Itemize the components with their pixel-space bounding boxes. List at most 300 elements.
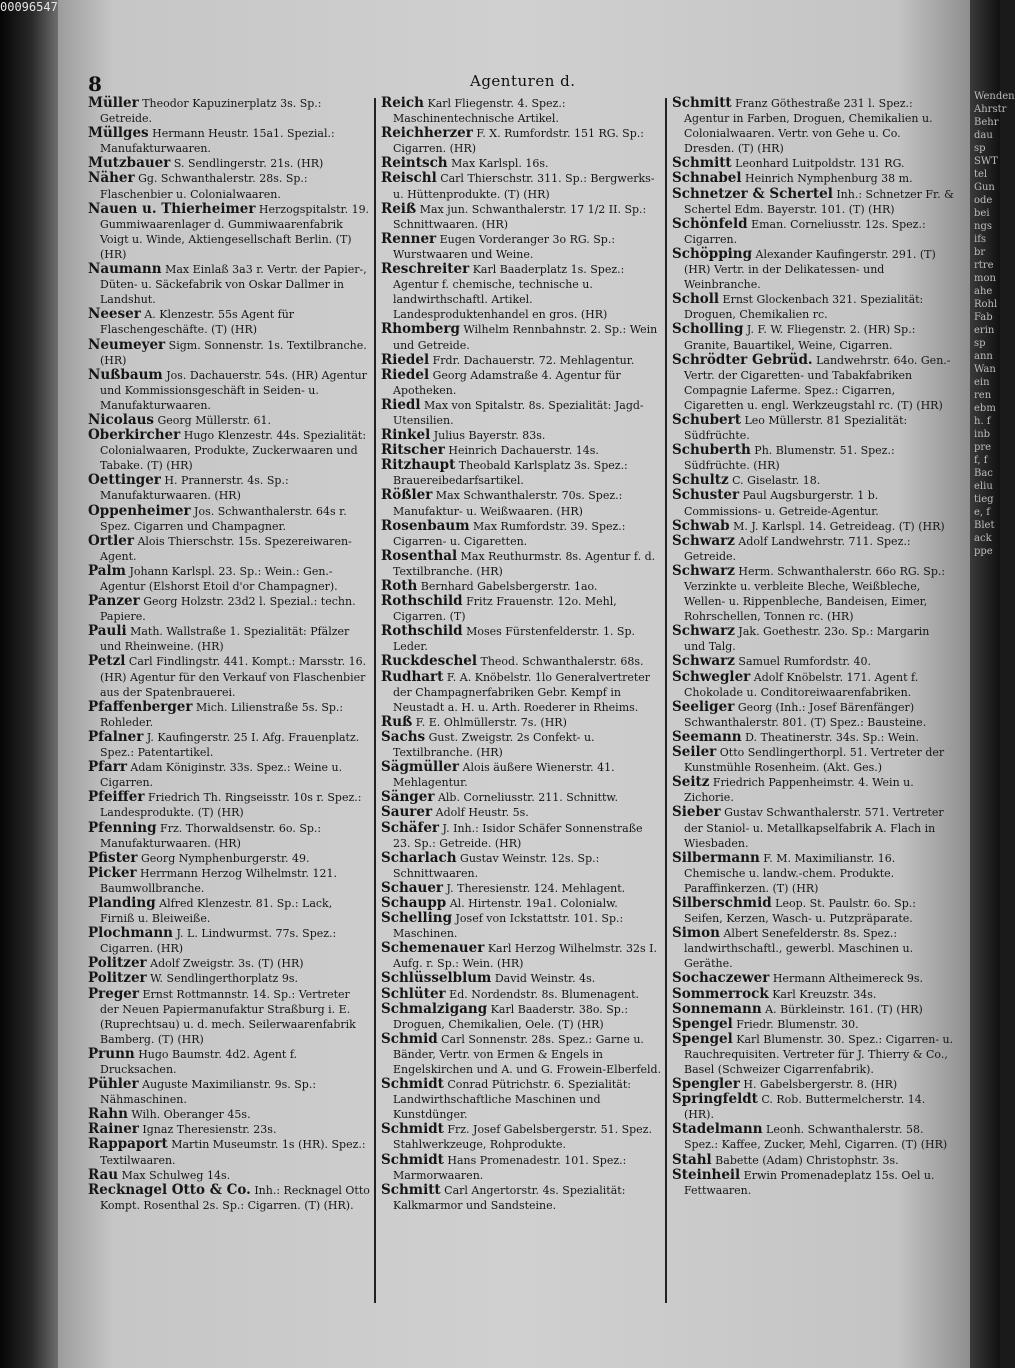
directory-entry <box>88 473 370 503</box>
entry-name: Renner <box>381 230 437 247</box>
entry-text: Karl Kreuzstr. 34s. <box>768 987 877 1001</box>
entry-name: Reischl <box>381 170 437 187</box>
entry-name: Schwarz <box>672 562 735 579</box>
entry-name: Schaupp <box>381 894 447 911</box>
facing-page-fragment: inb <box>974 429 991 440</box>
entry-name: Riedel <box>381 351 430 368</box>
directory-entry <box>381 805 663 820</box>
entry-text: J. L. Lindwurmst. 77s. Spez.: Cigarren. (HR) <box>100 927 337 956</box>
entry-name: Schmitt <box>672 155 732 172</box>
entry-text: Alois äußere Wienerstr. 41. Mehlagentur. <box>393 761 615 790</box>
directory-entry <box>88 700 370 730</box>
directory-entry <box>381 971 663 986</box>
directory-entry <box>672 805 954 850</box>
entry-name: Rhomberg <box>381 321 460 338</box>
book-spine <box>0 0 58 1368</box>
entry-text: Carl Angertorstr. 4s. Spezialität: Kalkmarmor und Sandsteine. <box>393 1183 626 1212</box>
entry-text: Jos. Dachauerstr. 54s. (HR) Agentur und Kommissionsgeschäft in Seiden- u. Manufakturwaaren. <box>100 368 367 412</box>
facing-page-fragment: bei <box>974 208 990 219</box>
directory-entry <box>381 851 663 881</box>
directory-entry <box>672 775 954 805</box>
entry-text: Herzogspitalstr. 19. Gummiwaarenlager d. Gummiwaarenfabrik Voigt u. Winde, Aktiengesellschaft Berlin. (T) (HR) <box>100 202 370 261</box>
directory-entry <box>381 1153 663 1183</box>
column-rule <box>665 98 667 1303</box>
entry-name: Reiß <box>381 200 417 217</box>
facing-page-fragment: ode <box>974 195 993 206</box>
directory-entry <box>672 292 954 322</box>
entry-text: Herrmann Herzog Wilhelmstr. 121. Baumwollbranche. <box>100 866 337 895</box>
entry-name: Ritscher <box>381 442 445 459</box>
column-3 <box>672 96 954 1198</box>
entry-text: Eugen Vorderanger 3o RG. Sp.: Wurstwaaren und Weine. <box>393 232 616 261</box>
entry-text: Frz. Josef Gabelsbergerstr. 51. Spez. Stahlwerkzeuge, Rohprodukte. <box>393 1123 652 1152</box>
directory-entry <box>381 1002 663 1032</box>
facing-page-fragment: Wan <box>974 364 996 375</box>
entry-name: Pfarr <box>88 759 127 776</box>
directory-entry <box>672 624 954 654</box>
entry-text: A. Klenzestr. 55s Agent für Flaschengeschäfte. (T) (HR) <box>100 308 295 337</box>
entry-name: Saurer <box>381 804 433 821</box>
entry-text: Max Reuthurmstr. 8s. Agentur f. d. Textilbranche. (HR) <box>393 549 656 578</box>
directory-entry <box>672 187 954 217</box>
entry-name: Seitz <box>672 774 710 791</box>
entry-text: Wilhelm Rennbahnstr. 2. Sp.: Wein und Getreide. <box>393 323 658 352</box>
entry-text: Georg (Inh.: Josef Bärenfänger) Schwanthalerstr. 801. (T) Spez.: Bausteine. <box>684 700 927 729</box>
directory-entry <box>672 926 954 971</box>
directory-entry <box>88 1183 370 1213</box>
facing-page-fragment: Blet <box>974 520 995 531</box>
directory-entry <box>672 670 954 700</box>
entry-text: W. Sendlingerthorplatz 9s. <box>146 972 298 986</box>
facing-page-fragment: sp <box>974 143 986 154</box>
entry-name: Schöpping <box>672 245 753 262</box>
entry-name: Rothschild <box>381 593 463 610</box>
entry-name: Schrödter Gebrüd. <box>672 351 813 368</box>
directory-entry <box>672 171 954 186</box>
entry-name: Schwarz <box>672 623 735 640</box>
entry-name: Naumann <box>88 261 162 278</box>
entry-name: Stahl <box>672 1151 712 1168</box>
entry-text: Hugo Klenzestr. 44s. Spezialität: Colonialwaaren, Produkte, Zuckerwaaren und Tabake. (T) (HR) <box>100 429 367 473</box>
entry-name: Sieber <box>672 804 721 821</box>
entry-name: Springfeldt <box>672 1091 758 1108</box>
directory-entry <box>88 96 370 126</box>
directory-entry <box>672 564 954 624</box>
entry-name: Schwarz <box>672 532 735 549</box>
entry-name: Reich <box>381 95 424 111</box>
entry-text: H. Prannerstr. 4s. Sp.: Manufakturwaaren. (HR) <box>100 474 289 503</box>
entry-name: Mutzbauer <box>88 155 171 172</box>
facing-page-text <box>970 0 1015 558</box>
directory-entry <box>88 790 370 820</box>
entry-name: Müller <box>88 95 139 111</box>
entry-name: Schmalzigang <box>381 1000 488 1017</box>
directory-entry <box>88 956 370 971</box>
directory-entry <box>381 488 663 518</box>
entry-text: Auguste Maximilianstr. 9s. Sp.: Nähmaschinen. <box>100 1078 317 1107</box>
entry-text: Alfred Klenzestr. 81. Sp.: Lack, Firniß u. Bleiweiße. <box>100 896 333 926</box>
directory-entry <box>88 413 370 428</box>
entry-text: Moses Fürstenfelderstr. 1. Sp. Leder. <box>393 625 636 654</box>
entry-text: J. F. W. Fliegenstr. 2. (HR) Sp.: Granite, Bauartikel, Weine, Cigarren. <box>684 323 916 352</box>
directory-entry <box>672 987 954 1002</box>
entry-text: Math. Wallstraße 1. Spezialität: Pfälzer und Rheinweine. (HR) <box>100 625 350 654</box>
entry-text: Leo Müllerstr. 81 Spezialität: Südfrüchte. <box>684 413 908 443</box>
entry-name: Pfeiffer <box>88 789 145 806</box>
entry-text: Ernst Rottmannstr. 14. Sp.: Vertreter der Neuen Papiermanufaktur Straßburg i. E. (Ruprechtsau) u. d. mech. Seilerwaarenfabrik Bamberg. (T) (HR) <box>100 987 356 1046</box>
entry-text: Gustav Weinstr. 12s. Sp.: Schnittwaaren. <box>393 851 600 880</box>
entry-text: Adolf Landwehrstr. 711. Spez.: Getreide. <box>684 534 911 563</box>
directory-entry <box>88 564 370 594</box>
directory-entry <box>88 534 370 564</box>
entry-name: Schwab <box>672 517 730 534</box>
entry-name: Schmid <box>381 1030 438 1047</box>
directory-entry <box>88 202 370 262</box>
entry-text: Heinrich Dachauerstr. 14s. <box>444 444 599 458</box>
facing-page-fragment: Rohl <box>974 299 998 310</box>
entry-name: Stadelmann <box>672 1121 763 1138</box>
entry-text: Karl Fliegenstr. 4. Spez.: Maschinentechnische Artikel. <box>393 97 566 126</box>
entry-text: Georg Nymphenburgerstr. 49. <box>137 851 310 865</box>
directory-entry <box>672 96 954 156</box>
entry-text: Max Schwanthalerstr. 70s. Spez.: Manufaktur- u. Weißwaaren. (HR) <box>393 489 623 518</box>
directory-entry <box>381 896 663 911</box>
entry-text: F. X. Rumfordstr. 151 RG. Sp.: Cigarren. (HR) <box>393 127 644 156</box>
entry-text: Hermann Altheimereck 9s. <box>769 972 924 986</box>
entry-text: Ed. Nordendstr. 8s. Blumenagent. <box>445 987 639 1001</box>
directory-entry <box>88 730 370 760</box>
facing-page-edge <box>970 0 1015 1368</box>
entry-text: Max jun. Schwanthalerstr. 17 1/2 II. Sp.: Schnittwaaren. (HR) <box>393 202 647 231</box>
entry-text: Eman. Corneliusstr. 12s. Spez.: Cigarren. <box>684 217 926 246</box>
directory-entry <box>381 821 663 851</box>
entry-text: Heinrich Nymphenburg 38 m. <box>741 172 913 186</box>
directory-entry <box>381 262 663 322</box>
entry-name: Silbermann <box>672 849 760 866</box>
directory-entry <box>672 1122 954 1152</box>
entry-text: Friedr. Blumenstr. 30. <box>732 1017 859 1031</box>
entry-name: Pfister <box>88 849 138 866</box>
directory-entry <box>381 881 663 896</box>
entry-name: Recknagel Otto & Co. <box>88 1181 251 1198</box>
facing-page-fragment: dau <box>974 130 993 141</box>
directory-entry <box>381 398 663 428</box>
entry-text: Max Schulweg 14s. <box>118 1168 231 1182</box>
directory-entry <box>88 1047 370 1077</box>
directory-entry <box>672 488 954 518</box>
entry-text: Franz Göthestraße 231 l. Spez.: Agentur in Farben, Droguen, Chemikalien u. Colonialwaaren. Vertr. von Gehe u. Co. Dresden. (T) (HR) <box>684 97 933 156</box>
directory-entry <box>672 322 954 352</box>
entry-name: Palm <box>88 562 126 579</box>
entry-name: Sänger <box>381 789 435 806</box>
entry-name: Schubert <box>672 411 741 428</box>
directory-entry <box>88 1122 370 1137</box>
directory-entry <box>672 1092 954 1122</box>
entry-name: Schuberth <box>672 442 751 459</box>
entry-name: Rößler <box>381 487 433 504</box>
directory-entry <box>381 1077 663 1122</box>
facing-page-fragment: Wenden <box>974 91 1015 102</box>
entry-text: Gg. Schwanthalerstr. 28s. Sp.: Flaschenbier u. Colonialwaaren. <box>100 172 308 201</box>
directory-entry <box>672 1002 954 1017</box>
entry-text: Frdr. Dachauerstr. 72. Mehlagentur. <box>429 353 635 367</box>
entry-name: Rahn <box>88 1106 128 1123</box>
entry-text: Ernst Glockenbach 321. Spezialität: Droguen, Chemikalien rc. <box>684 293 924 322</box>
entry-name: Preger <box>88 985 139 1002</box>
facing-page-fragment: h. f <box>974 416 991 427</box>
entry-name: Pauli <box>88 623 127 640</box>
entry-text: J. Inh.: Isidor Schäfer Sonnenstraße 23. Sp.: Getreide. (HR) <box>393 821 643 850</box>
directory-entry <box>88 624 370 654</box>
entry-text: Theobald Karlsplatz 3s. Spez.: Brauereibedarfsartikel. <box>393 459 628 488</box>
entry-text: Leonhard Luitpoldstr. 131 RG. <box>731 157 905 171</box>
entry-text: Theod. Schwanthalerstr. 68s. <box>477 655 644 669</box>
entry-name: Schmidt <box>381 1151 444 1168</box>
entry-name: Riedel <box>381 366 430 383</box>
entry-text: A. Bürkleinstr. 161. (T) (HR) <box>761 1002 923 1016</box>
entry-text: Max von Spitalstr. 8s. Spezialität: Jagd-Utensilien. <box>393 398 644 427</box>
scan-id: 00096547 <box>0 0 58 14</box>
directory-entry <box>672 1168 954 1198</box>
entry-name: Sonnemann <box>672 1000 762 1017</box>
entry-name: Scholl <box>672 291 720 308</box>
directory-entry <box>88 428 370 473</box>
directory-entry <box>381 670 663 715</box>
directory-entry <box>672 473 954 488</box>
entry-text: Leop. St. Paulstr. 6o. Sp.: Seifen, Kerzen, Wasch- u. Putzpräparate. <box>684 896 916 926</box>
directory-entry <box>381 654 663 669</box>
entry-name: Ortler <box>88 532 134 549</box>
entry-name: Pfaffenberger <box>88 698 193 715</box>
entry-text: Carl Sonnenstr. 28s. Spez.: Garne u. Bänder, Vertr. von Ermen & Engels in Engelskirchen und A. und G. Frowein-Elberfeld. <box>393 1032 662 1076</box>
entry-text: Friedrich Pappenheimstr. 4. Wein u. Zichorie. <box>684 776 914 805</box>
directory-entry <box>88 654 370 699</box>
directory-entry <box>88 307 370 337</box>
entry-text: Carl Thierschstr. 311. Sp.: Bergwerks- u. Hüttenprodukte. (T) (HR) <box>393 172 655 201</box>
entry-name: Seeliger <box>672 698 735 715</box>
column-2 <box>381 96 663 1213</box>
entry-text: Babette (Adam) Christophstr. 3s. <box>711 1153 899 1167</box>
facing-page-fragment: ifs <box>974 234 987 245</box>
entry-name: Pfenning <box>88 819 157 836</box>
entry-name: Planding <box>88 894 156 911</box>
entry-text: Hans Promenadestr. 101. Spez.: Marmorwaaren. <box>393 1153 627 1182</box>
directory-entry <box>88 1168 370 1183</box>
entry-name: Politzer <box>88 955 147 972</box>
entry-name: Scholling <box>672 321 744 338</box>
directory-entry <box>381 322 663 352</box>
entry-text: J. Kaufingerstr. 25 I. Afg. Frauenplatz. Spez.: Patentartikel. <box>100 730 360 760</box>
directory-entry <box>88 126 370 156</box>
entry-name: Schultz <box>672 472 729 489</box>
directory-entry <box>672 730 954 745</box>
entry-text: Johann Karlspl. 23. Sp.: Wein.: Gen.-Agentur (Elshorst Etoil d'or Champagner). <box>100 564 338 593</box>
entry-text: Georg Müllerstr. 61. <box>153 413 271 427</box>
directory-entry <box>88 821 370 851</box>
entry-text: F. A. Knöbelstr. 1lo Generalvertreter der Champagnerfabriken Gebr. Kempf in Neustadt a. H. u. Arth. Roederer in Rheims. <box>393 670 651 714</box>
entry-text: Ph. Blumenstr. 51. Spez.: Südfrüchte. (HR) <box>684 444 895 473</box>
entry-name: Roth <box>381 578 418 594</box>
entry-name: Spengel <box>672 1030 733 1047</box>
running-head: Agenturen d. <box>470 72 576 90</box>
directory-entry <box>381 156 663 171</box>
directory-entry <box>381 579 663 594</box>
entry-text: F. M. Maximilianstr. 16. Chemische u. landw.-chem. Produkte. Paraffinkerzen. (T) (HR) <box>684 851 896 895</box>
column-rule <box>374 98 376 1303</box>
directory-entry <box>672 896 954 926</box>
facing-page-fragment: Bac <box>974 468 993 479</box>
directory-entry <box>672 1017 954 1032</box>
entry-name: Rainer <box>88 1121 139 1138</box>
entry-text: Adolf Heustr. 5s. <box>432 806 529 820</box>
entry-text: Gustav Schwanthalerstr. 571. Vertreter der Staniol- u. Metallkapselfabrik A. Flach in Wiesbaden. <box>684 806 944 850</box>
facing-page-fragment: erin <box>974 325 995 336</box>
entry-name: Sommerrock <box>672 985 769 1002</box>
entry-text: Samuel Rumfordstr. 40. <box>734 655 871 669</box>
directory-entry <box>88 926 370 956</box>
directory-entry <box>88 368 370 413</box>
entry-name: Pühler <box>88 1076 139 1093</box>
directory-entry <box>381 911 663 941</box>
entry-name: Seemann <box>672 728 742 745</box>
entry-name: Seiler <box>672 744 717 761</box>
directory-entry <box>381 443 663 458</box>
directory-entry <box>381 171 663 201</box>
directory-entry <box>672 971 954 986</box>
entry-name: Rosenthal <box>381 547 458 564</box>
entry-text: Erwin Promenadeplatz 15s. Oel u. Fettwaaren. <box>684 1168 935 1197</box>
directory-entry <box>672 1032 954 1077</box>
directory-entry <box>88 262 370 307</box>
entry-name: Schwarz <box>672 653 735 670</box>
facing-page-fragment: ahe <box>974 286 993 297</box>
facing-page-fragment: SWT <box>974 156 998 167</box>
directory-entry <box>672 519 954 534</box>
entry-name: Oberkircher <box>88 427 181 444</box>
directory-entry <box>88 851 370 866</box>
entry-name: Schlüter <box>381 985 446 1002</box>
entry-text: Landwehrstr. 64o. Gen.-Vertr. der Cigaretten- und Tabakfabriken Compagnie Laferme. Spez.: Cigarren, Cigaretten u. engl. Werkzeugstahl rc. (T) (HR) <box>684 353 951 412</box>
entry-name: Riedl <box>381 396 421 413</box>
directory-entry <box>88 504 370 534</box>
directory-entry <box>672 700 954 730</box>
directory-entry <box>88 987 370 1047</box>
entry-name: Sägmüller <box>381 759 459 776</box>
directory-entry <box>88 866 370 896</box>
entry-text: Theodor Kapuzinerplatz 3s. Sp.: Getreide. <box>100 97 322 126</box>
directory-entry <box>672 443 954 473</box>
entry-name: Spengler <box>672 1076 740 1093</box>
entry-name: Schelling <box>381 910 453 927</box>
entry-name: Rinkel <box>381 427 431 444</box>
entry-text: Karl Blumenstr. 30. Spez.: Cigarren- u. Rauchrequisiten. Vertreter für J. Thierry & Co., Basel (Schweizer Cigarrenfabrik). <box>684 1032 954 1076</box>
entry-text: Al. Hirtenstr. 19a1. Colonialw. <box>446 896 618 910</box>
entry-name: Rau <box>88 1166 119 1183</box>
entry-text: Karl Baaderplatz 1s. Spez.: Agentur f. chemische, technische u. landwirthschaftl. Artikel. Landesproduktenhandel en gros. (HR) <box>393 263 625 322</box>
directory-entry <box>381 1183 663 1213</box>
directory-entry <box>672 534 954 564</box>
directory-entry <box>381 458 663 488</box>
facing-page-fragment: tel <box>974 169 988 180</box>
entry-text: Carl Findlingstr. 441. Kompt.: Marsstr. 16. (HR) Agentur für den Verkauf von Flaschenbier aus der Spatenbrauerei. <box>100 655 367 699</box>
entry-name: Ruckdeschel <box>381 653 477 670</box>
entry-name: Neumeyer <box>88 336 166 353</box>
facing-page-fragment: Gun <box>974 182 995 193</box>
entry-text: S. Sendlingerstr. 21s. (HR) <box>170 157 324 171</box>
directory-entry <box>672 1077 954 1092</box>
entry-name: Sachs <box>381 728 426 745</box>
facing-page-fragment: f, f <box>974 455 988 466</box>
entry-text: H. Gabelsbergerstr. 8. (HR) <box>739 1078 898 1092</box>
entry-text: Frz. Thorwaldsenstr. 6o. Sp.: Manufakturwaaren. (HR) <box>100 821 322 850</box>
entry-name: Steinheil <box>672 1166 741 1183</box>
entry-text: Alois Thierschstr. 15s. Spezereiwaren-Agent. <box>100 534 352 563</box>
entry-name: Silberschmid <box>672 894 772 911</box>
facing-page-fragment: mon <box>974 273 996 284</box>
page-number: 8 <box>88 72 102 96</box>
directory-entry <box>381 519 663 549</box>
entry-text: Alb. Corneliusstr. 211. Schnittw. <box>434 791 619 805</box>
entry-text: Adolf Zweigstr. 3s. (T) (HR) <box>146 957 304 971</box>
directory-entry <box>672 654 954 669</box>
entry-text: Josef von Ickstattstr. 101. Sp.: Maschinen. <box>393 912 624 941</box>
entry-text: Bernhard Gabelsbergerstr. 1ao. <box>417 580 598 593</box>
directory-entry <box>381 96 663 126</box>
entry-text: Gust. Zweigstr. 2s Confekt- u. Textilbranche. (HR) <box>393 730 595 760</box>
entry-name: Schlüsselblum <box>381 970 492 987</box>
directory-entry <box>381 353 663 368</box>
entry-text: Inh.: Recknagel Otto Kompt. Rosenthal 2s. Sp.: Cigarren. (T) (HR). <box>100 1183 370 1212</box>
directory-entry <box>381 202 663 232</box>
entry-name: Spengel <box>672 1015 733 1032</box>
directory-entry <box>88 1077 370 1107</box>
entry-text: Jos. Schwanthalerstr. 64s r. Spez. Cigarren und Champagner. <box>100 504 347 533</box>
entry-text: Adolf Knöbelstr. 171. Agent f. Chokolade u. Conditoreiwaarenfabriken. <box>684 670 919 699</box>
entry-text: Sigm. Sonnenstr. 1s. Textilbranche. (HR) <box>100 338 367 367</box>
entry-name: Schuster <box>672 487 740 504</box>
entry-text: Wilh. Oberanger 45s. <box>127 1108 251 1122</box>
entry-name: Reschreiter <box>381 261 470 278</box>
directory-entry <box>672 851 954 896</box>
entry-text: Max Einlaß 3a3 r. Vertr. der Papier-, Düten- u. Säckefabrik von Oskar Dallmer in Landshut. <box>100 263 367 307</box>
directory-entry <box>381 549 663 579</box>
entry-text: Friedrich Th. Ringseisstr. 10s r. Spez.: Landesprodukte. (T) (HR) <box>100 791 362 820</box>
entry-text: Georg Adamstraße 4. Agentur für Apotheken. <box>393 368 621 397</box>
directory-entry <box>381 760 663 790</box>
entry-name: Näher <box>88 170 135 187</box>
entry-text: Hermann Heustr. 15a1. Spezial.: Manufakturwaaren. <box>100 127 335 156</box>
directory-entry <box>88 896 370 926</box>
directory-entry <box>88 971 370 986</box>
entry-name: Schäfer <box>381 819 440 836</box>
entry-name: Scharlach <box>381 849 457 866</box>
directory-entry <box>381 232 663 262</box>
entry-text: Conrad Pütrichstr. 6. Spezialität: Landwirthschaftliche Maschinen und Kunstdünger. <box>393 1078 631 1122</box>
entry-name: Nicolaus <box>88 411 154 428</box>
entry-name: Nußbaum <box>88 366 163 383</box>
directory-entry <box>381 1032 663 1077</box>
entry-text: Adam Königinstr. 33s. Spez.: Weine u. Cigarren. <box>100 761 343 790</box>
facing-page-fragment: ein <box>974 377 990 388</box>
directory-entry <box>381 126 663 156</box>
entry-name: Sochaczewer <box>672 970 770 987</box>
entry-text: D. Theatinerstr. 34s. Sp.: Wein. <box>741 730 919 744</box>
directory-entry <box>672 353 954 413</box>
entry-name: Schnabel <box>672 170 742 187</box>
directory-entry <box>672 217 954 247</box>
entry-text: Inh.: Schnetzer Fr. & Schertel Edm. Bayerstr. 101. (T) (HR) <box>684 187 954 216</box>
entry-name: Ritzhaupt <box>381 457 456 474</box>
